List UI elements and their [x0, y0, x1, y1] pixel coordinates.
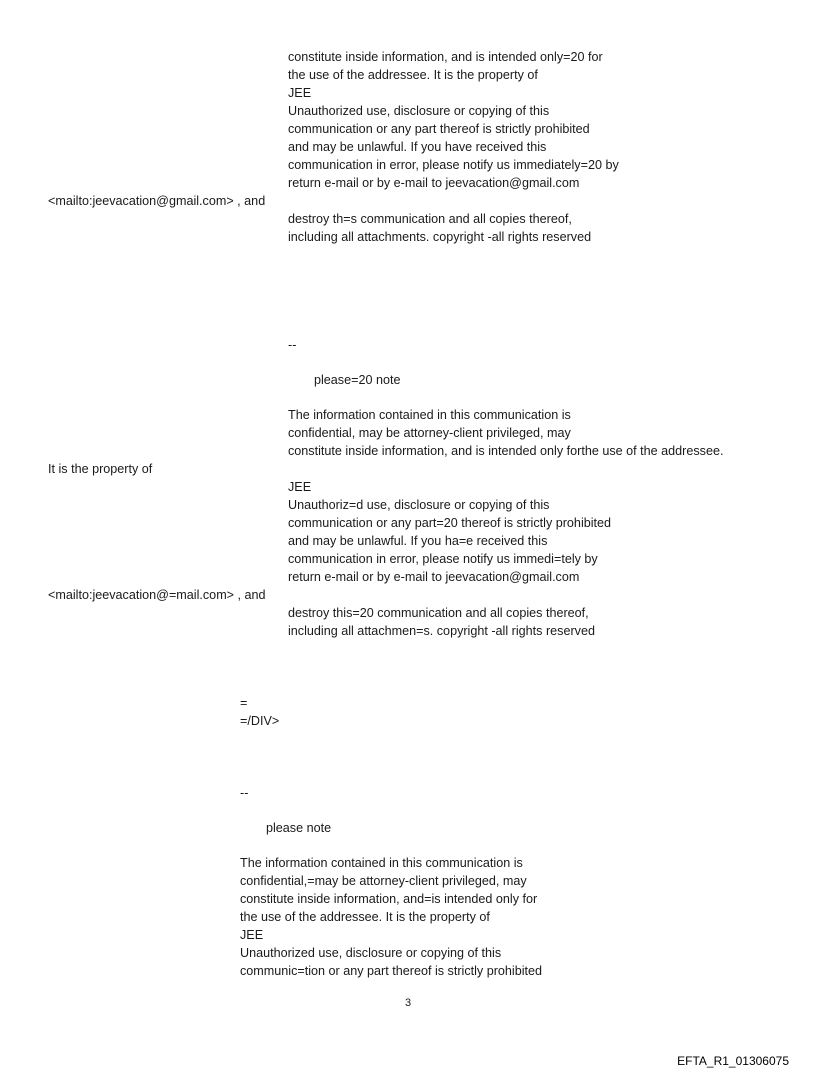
text-line: The information contained in this communication is — [288, 408, 571, 422]
note-heading: please=20 note — [314, 373, 401, 387]
text-line: including all attachments. copyright -all rights reserved — [288, 230, 592, 244]
text-line: constitute inside information, and is intended only forthe use of the addressee. — [288, 444, 724, 458]
text-line: return e-mail or by e-mail to jeevacation@gmail.com — [288, 176, 580, 190]
text-line: communication or any part=20 thereof is strictly prohibited — [288, 516, 612, 530]
separator: -- — [240, 786, 249, 800]
page-number: 3 — [404, 997, 412, 1009]
text-line: the use of the addressee. It is the property of — [240, 910, 490, 924]
text-line: JEE — [240, 928, 264, 942]
text-line: destroy this=20 communication and all copies thereof, — [288, 606, 589, 620]
mailto-line: <mailto:jeevacation@=mail.com> , and — [48, 588, 266, 602]
mailto-line: <mailto:jeevacation@gmail.com> , and — [48, 194, 266, 208]
text-line: JEE — [288, 480, 312, 494]
text-line: =/DIV> — [240, 714, 280, 728]
text-line: Unauthorized use, disclosure or copying of this — [288, 104, 550, 118]
text-line: destroy th=s communication and all copies thereof, — [288, 212, 572, 226]
text-line: constitute inside information, and=is intended only for — [240, 892, 538, 906]
text-line: It is the property of — [48, 462, 153, 476]
text-line: and may be unlawful. If you ha=e received this — [288, 534, 548, 548]
text-line: JEE — [288, 86, 312, 100]
text-line: including all attachmen=s. copyright -all rights reserved — [288, 624, 595, 638]
text-line: confidential,=may be attorney-client privileged, may — [240, 874, 527, 888]
text-line: communication or any part thereof is strictly prohibited — [288, 122, 590, 136]
text-line: communication in error, please notify us immedi=tely by — [288, 552, 598, 566]
note-heading: please note — [266, 821, 332, 835]
text-line: The information contained in this communication is — [240, 856, 523, 870]
text-line: constitute inside information, and is intended only=20 for — [288, 50, 603, 64]
text-line: and may be unlawful. If you have received this — [288, 140, 547, 154]
text-line: communication in error, please notify us immediately=20 by — [288, 158, 619, 172]
text-line: return e-mail or by e-mail to jeevacation@gmail.com — [288, 570, 580, 584]
document-id: EFTA_R1_01306075 — [677, 1054, 789, 1068]
text-line: Unauthorized use, disclosure or copying of this — [240, 946, 502, 960]
text-line: = — [240, 696, 248, 710]
text-line: Unauthoriz=d use, disclosure or copying of this — [288, 498, 550, 512]
separator: -- — [288, 338, 297, 352]
text-line: the use of the addressee. It is the property of — [288, 68, 538, 82]
text-line: confidential, may be attorney-client privileged, may — [288, 426, 571, 440]
text-line: communic=tion or any part thereof is strictly prohibited — [240, 964, 543, 978]
